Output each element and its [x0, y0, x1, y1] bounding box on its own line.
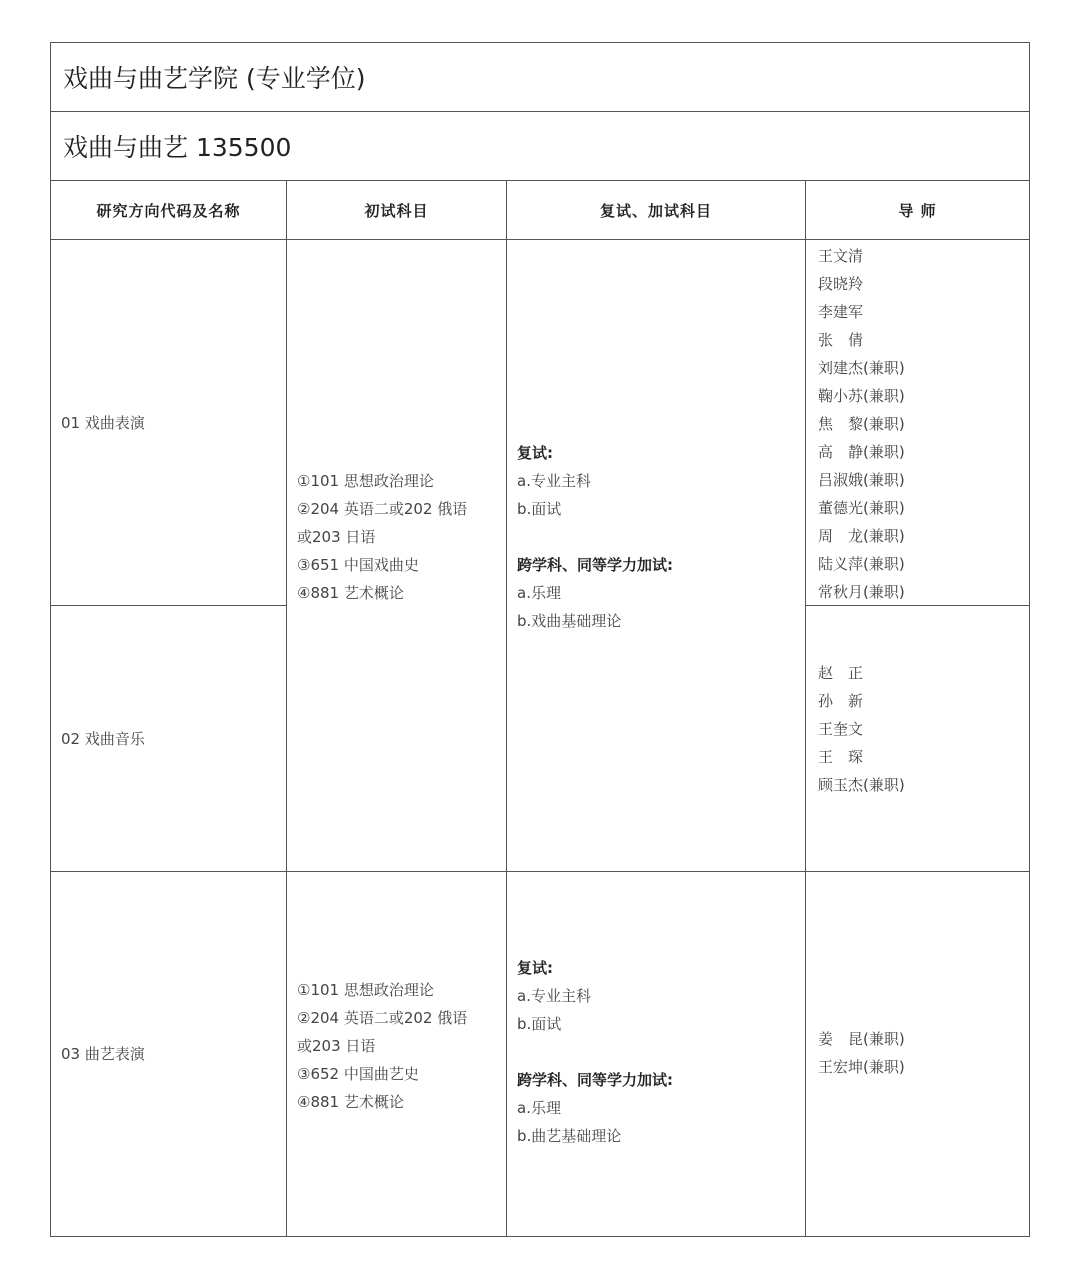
direction-02-label: 02 戏曲音乐 [61, 729, 145, 748]
exam-item: ③652 中国曲艺史 [297, 1065, 419, 1083]
advisor-name: 董德光(兼职) [818, 499, 905, 517]
exam-item: ②204 英语二或202 俄语 [297, 1009, 468, 1027]
advisor-name: 吕淑娥(兼职) [818, 471, 905, 489]
exam-item: 或203 日语 [297, 527, 376, 546]
retest-item: b.面试 [517, 1015, 562, 1033]
advisor-name: 李建军 [818, 303, 864, 321]
extra-exam-item: a.乐理 [517, 583, 561, 602]
advisor-name: 王文清 [818, 247, 864, 265]
advisor-name: 孙 新 [818, 691, 864, 710]
initial-exam-group2 [287, 872, 507, 1236]
advisor-name: 张 倩 [818, 331, 864, 349]
spacer [517, 523, 805, 551]
retest-item: a.专业主科 [517, 471, 591, 490]
advisor-name: 王奎文 [818, 719, 864, 738]
advisors-01 [806, 240, 1029, 606]
admissions-table [50, 42, 1030, 1237]
advisor-name: 王宏坤(兼职) [818, 1058, 905, 1076]
extra-exam-item: b.曲艺基础理论 [517, 1127, 622, 1145]
direction-03 [51, 872, 287, 1236]
spacer [517, 1038, 805, 1066]
advisor-name: 高 静(兼职) [818, 443, 905, 461]
advisor-name: 王 琛 [818, 747, 864, 766]
advisor-name: 常秋月(兼职) [818, 583, 905, 601]
retest-item: a.专业主科 [517, 987, 591, 1005]
advisor-name: 焦 黎(兼职) [818, 415, 905, 433]
header-initial-exam: 初试科目 [287, 181, 507, 240]
extra-exam-heading: 跨学科、同等学力加试: [517, 555, 673, 574]
advisor-name: 段晓羚 [818, 275, 864, 293]
program-title: 戏曲与曲艺 135500 [51, 112, 1029, 181]
direction-01-label: 01 戏曲表演 [61, 413, 145, 432]
exam-item: ④881 艺术概论 [297, 1093, 404, 1111]
advisor-name: 顾玉杰(兼职) [818, 775, 905, 794]
exam-item: ①101 思想政治理论 [297, 981, 434, 999]
exam-item: ③651 中国戏曲史 [297, 555, 419, 574]
exam-item: 或203 日语 [297, 1037, 376, 1055]
advisor-name: 陆义萍(兼职) [818, 555, 905, 573]
retest-group2 [507, 872, 806, 1236]
extra-exam-heading: 跨学科、同等学力加试: [517, 1071, 673, 1089]
exam-item: ②204 英语二或202 俄语 [297, 499, 468, 518]
retest-heading: 复试: [517, 959, 553, 977]
retest-heading: 复试: [517, 443, 553, 462]
advisor-name: 鞠小苏(兼职) [818, 387, 905, 405]
direction-01 [51, 240, 287, 606]
advisors-02 [806, 606, 1029, 872]
advisor-name: 姜 昆(兼职) [818, 1030, 905, 1048]
initial-exam-group1 [287, 240, 507, 872]
advisors-03 [806, 872, 1029, 1236]
advisor-name: 赵 正 [818, 663, 864, 682]
extra-exam-item: a.乐理 [517, 1099, 561, 1117]
direction-03-label: 03 曲艺表演 [61, 1045, 145, 1063]
header-retest: 复试、加试科目 [507, 181, 806, 240]
retest-group1 [507, 240, 806, 872]
extra-exam-item: b.戏曲基础理论 [517, 611, 622, 630]
retest-item: b.面试 [517, 499, 562, 518]
header-direction: 研究方向代码及名称 [51, 181, 287, 240]
exam-item: ①101 思想政治理论 [297, 471, 434, 490]
college-title: 戏曲与曲艺学院 (专业学位) [51, 43, 1029, 112]
exam-item: ④881 艺术概论 [297, 583, 404, 602]
direction-02 [51, 606, 287, 872]
advisor-name: 刘建杰(兼职) [818, 359, 905, 377]
advisor-name: 周 龙(兼职) [818, 527, 905, 545]
header-advisor: 导 师 [806, 181, 1029, 240]
